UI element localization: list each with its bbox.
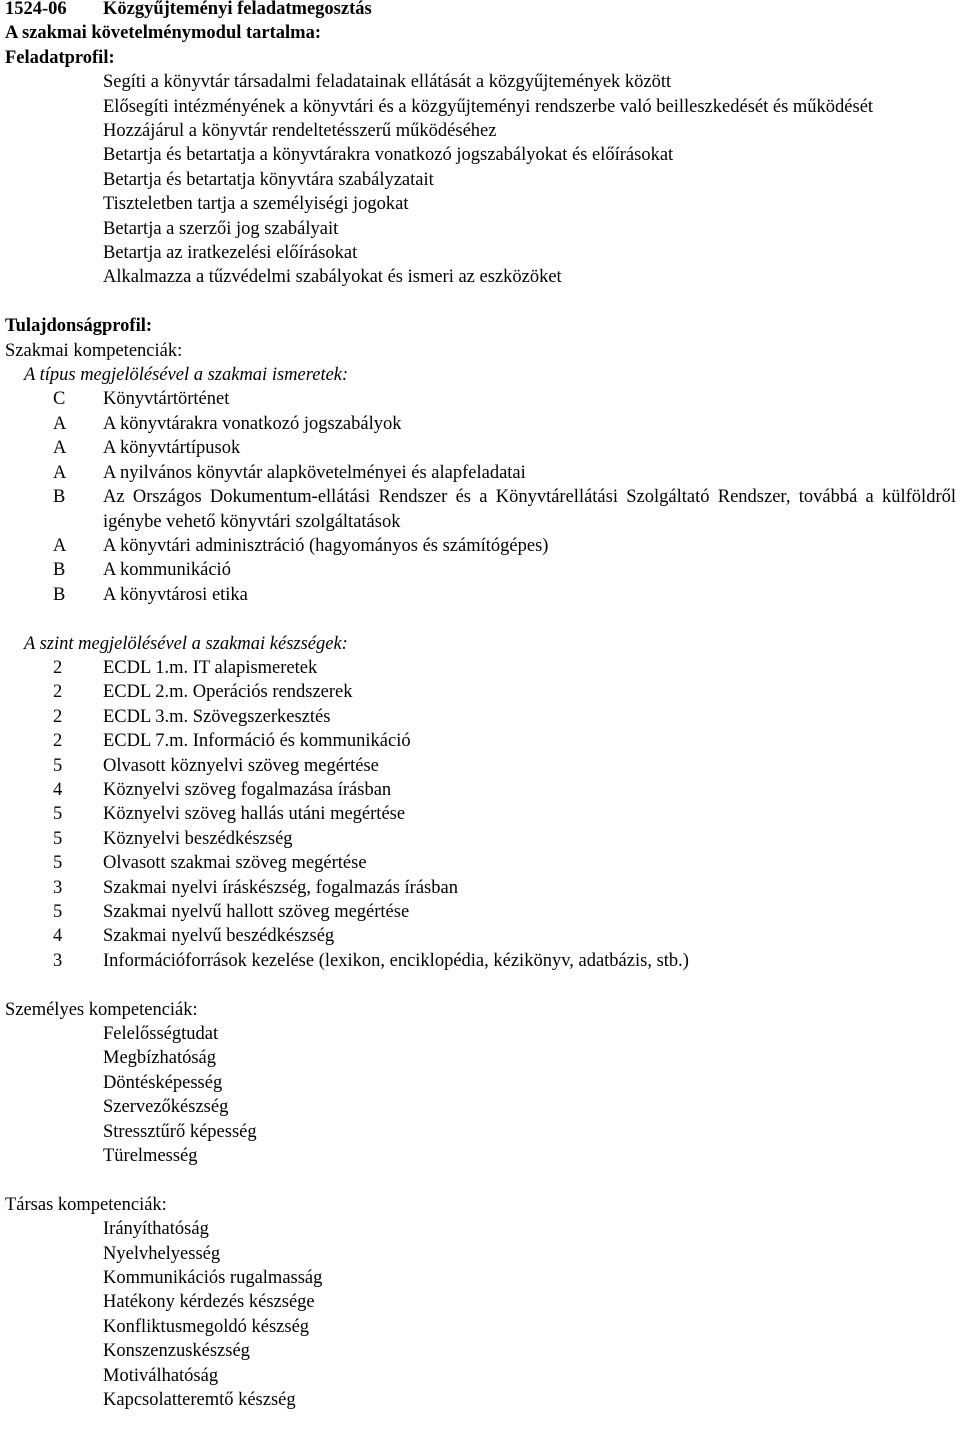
ismeret-row (0, 583, 960, 607)
keszseg-row (0, 802, 960, 826)
keszseg-level: 3 (53, 950, 63, 971)
ismeret-row (0, 436, 960, 460)
tarsas-item: Kommunikációs rugalmasság (103, 1268, 323, 1289)
szemelyes-item: Döntésképesség (103, 1072, 223, 1093)
keszseg-text: Olvasott szakmai szöveg megértése (103, 853, 367, 874)
keszseg-text: Olvasott köznyelvi szöveg megértése (103, 755, 379, 776)
keszseg-row (0, 705, 960, 729)
feladatprofil-item: Betartja és betartatja a könyvtárakra vonatkozó jogszabályokat és előírásokat (103, 145, 674, 166)
feladatprofil-item: Segíti a könyvtár társadalmi feladatainak ellátását a közgyűjtemények között (103, 72, 672, 93)
feladatprofil-item: Betartja a szerzői jog szabályait (103, 218, 339, 239)
ismeretek-heading: A típus megjelölésével a szakmai ismeretek: (24, 365, 349, 386)
szemelyes-list (0, 1022, 960, 1168)
spacer (0, 290, 960, 314)
keszseg-level: 2 (53, 706, 63, 727)
tarsas-item: Motiválhatóság (103, 1365, 219, 1386)
spacer (0, 973, 960, 997)
ismeret-row (0, 558, 960, 582)
tarsas-item: Nyelvhelyesség (103, 1243, 221, 1264)
ismeret-type: B (53, 560, 66, 581)
keszseg-row (0, 924, 960, 948)
keszseg-text: Információforrások kezelése (lexikon, enciklopédia, kézikönyv, adatbázis, stb.) (103, 950, 689, 971)
ismeret-text: A könyvtári adminisztráció (hagyományos és számítógépes) (103, 535, 549, 556)
keszseg-row (0, 949, 960, 973)
feladatprofil-heading: Feladatprofil: (5, 47, 115, 68)
feladatprofil-list (0, 70, 960, 290)
tarsas-item: Hatékony kérdezés készsége (103, 1292, 315, 1313)
keszseg-row (0, 827, 960, 851)
ismeret-text: A kommunikáció (103, 560, 231, 581)
ismeret-row (0, 485, 960, 534)
ismeret-text: Könyvtártörténet (103, 389, 230, 410)
tarsas-item: Konszenzuskészség (103, 1341, 250, 1362)
keszseg-text: ECDL 3.m. Szövegszerkesztés (103, 706, 331, 727)
szemelyes-item: Türelmesség (103, 1146, 198, 1167)
module-code: 1524-06 (5, 0, 67, 19)
keszseg-text: Köznyelvi szöveg fogalmazása írásban (103, 779, 392, 800)
feladatprofil-item: Tiszteletben tartja a személyiségi jogokat (103, 194, 409, 215)
keszseg-text: ECDL 1.m. IT alapismeretek (103, 657, 318, 678)
tulajdonsagprofil-heading: Tulajdonságprofil: (5, 316, 153, 337)
tarsas-item: Irányíthatóság (103, 1219, 209, 1240)
szemelyes-kompetenciak-heading: Személyes kompetenciák: (5, 999, 198, 1020)
keszseg-text: Szakmai nyelvű hallott szöveg megértése (103, 902, 410, 922)
ismeret-text: A könyvtárosi etika (103, 584, 248, 605)
ismeret-row (0, 461, 960, 485)
ismeret-text: Az Országos Dokumentum-ellátási Rendszer és a Könyvtárellátási Szolgáltató Rendszer, továbbá a külföldről igénybe vehető könyvtári szolgáltatások (103, 487, 956, 532)
keszseg-level: 4 (53, 779, 63, 800)
keszseg-row (0, 851, 960, 875)
ismeretek-list (0, 387, 960, 607)
keszseg-row (0, 680, 960, 704)
keszseg-level: 2 (53, 657, 63, 678)
keszseg-text: Szakmai nyelvű beszédkészség (103, 926, 335, 947)
ismeret-type: A (53, 438, 67, 459)
ismeret-text: A könyvtártípusok (103, 438, 241, 459)
keszseg-text: Köznyelvi beszédkészség (103, 828, 293, 849)
ismeret-type: B (53, 584, 66, 605)
szemelyes-item: Stressztűrő képesség (103, 1121, 257, 1142)
keszseg-row (0, 778, 960, 802)
ismeret-type: A (53, 535, 67, 556)
keszseg-level: 5 (53, 755, 63, 776)
feladatprofil-item: Alkalmazza a tűzvédelmi szabályokat és ismeri az eszközöket (103, 267, 562, 288)
ismeret-type: A (53, 462, 67, 483)
feladatprofil-item: Betartja az iratkezelési előírásokat (103, 243, 358, 264)
tarsas-kompetenciak-heading: Társas kompetenciák: (5, 1194, 167, 1215)
keszseg-level: 4 (53, 926, 63, 947)
keszseg-row (0, 900, 960, 924)
szemelyes-item: Szervezőkészség (103, 1097, 229, 1118)
keszsegek-list (0, 656, 960, 973)
keszseg-level: 3 (53, 877, 63, 898)
ismeret-text: A nyilvános könyvtár alapkövetelményei és alapfeladatai (103, 462, 526, 483)
szemelyes-item: Megbízhatóság (103, 1048, 217, 1069)
feladatprofil-item: Hozzájárul a könyvtár rendeltetésszerű működéséhez (103, 121, 497, 142)
spacer (0, 1168, 960, 1192)
ismeret-text: A könyvtárakra vonatkozó jogszabályok (103, 413, 402, 434)
ismeret-type: A (53, 413, 67, 434)
ismeret-row (0, 534, 960, 558)
module-header (0, 0, 960, 21)
keszseg-row (0, 754, 960, 778)
ismeret-row (0, 387, 960, 411)
keszseg-text: ECDL 7.m. Információ és kommunikáció (103, 731, 411, 752)
keszsegek-heading: A szint megjelölésével a szakmai készségek: (24, 633, 348, 654)
keszseg-text: ECDL 2.m. Operációs rendszerek (103, 682, 353, 703)
szakmai-kompetenciak-heading: Szakmai kompetenciák: (5, 340, 183, 361)
module-subtitle: A szakmai követelménymodul tartalma: (5, 23, 322, 44)
keszseg-text: Köznyelvi szöveg hallás utáni megértése (103, 804, 406, 825)
feladatprofil-item: Elősegíti intézményének a könyvtári és a közgyűjteményi rendszerbe való beilleszkedését és működését (103, 96, 874, 117)
tarsas-list (0, 1217, 960, 1412)
keszseg-level: 5 (53, 828, 63, 849)
szemelyes-item: Felelősségtudat (103, 1024, 219, 1045)
keszseg-row (0, 876, 960, 900)
keszseg-row (0, 656, 960, 680)
keszseg-level: 2 (53, 682, 63, 703)
ismeret-type: C (53, 389, 66, 410)
keszseg-level: 5 (53, 853, 63, 874)
keszseg-level: 5 (53, 804, 63, 825)
feladatprofil-item: Betartja és betartatja könyvtára szabályzatait (103, 169, 434, 190)
tarsas-item: Konfliktusmegoldó készség (103, 1316, 310, 1337)
tarsas-item: Kapcsolatteremtő készség (103, 1390, 296, 1411)
spacer (0, 607, 960, 631)
ismeret-row (0, 412, 960, 436)
ismeret-type: B (53, 487, 66, 508)
module-title: Közgyűjteményi feladatmegosztás (103, 0, 372, 19)
keszseg-text: Szakmai nyelvi íráskészség, fogalmazás írásban (103, 877, 458, 898)
keszseg-row (0, 729, 960, 753)
keszseg-level: 5 (53, 902, 63, 922)
keszseg-level: 2 (53, 731, 63, 752)
